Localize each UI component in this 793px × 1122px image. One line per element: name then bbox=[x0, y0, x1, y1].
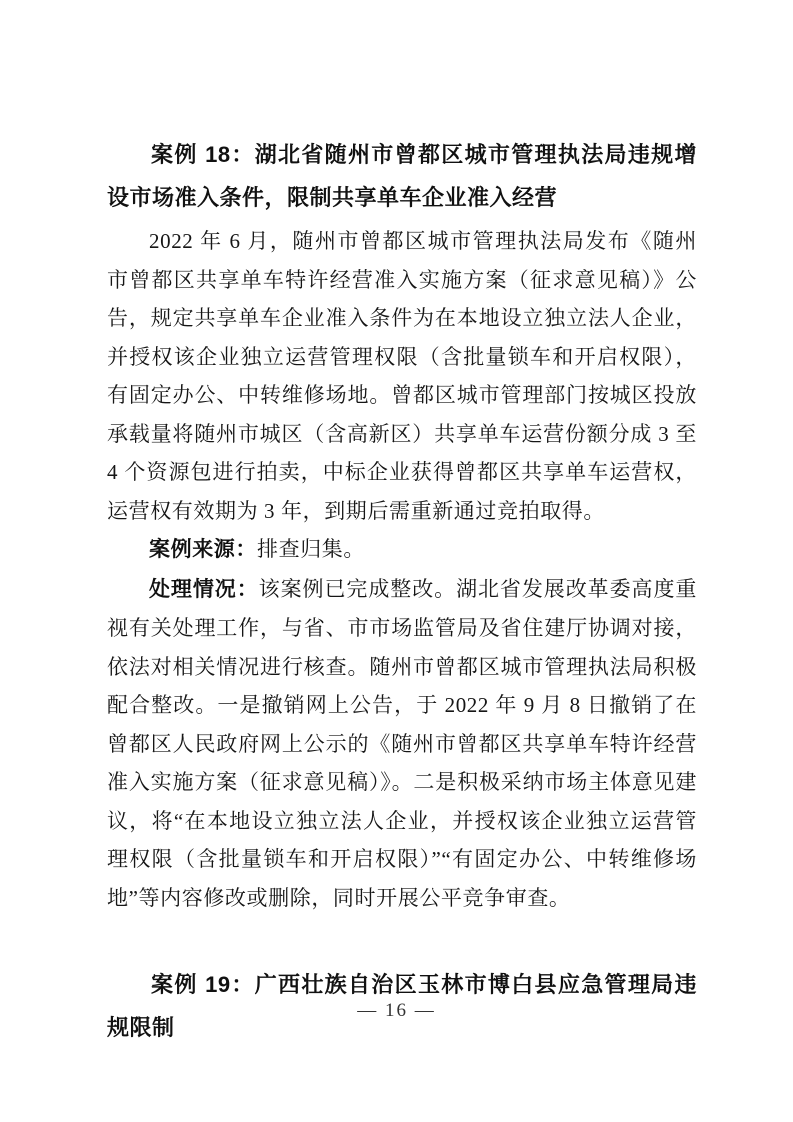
case-18-body-paragraph: 2022 年 6 月，随州市曾都区城市管理执法局发布《随州市曾都区共享单车特许经营准入实施方案（征求意见稿）》公告，规定共享单车企业准入条件为在本地设立独立法人企业，并授权该企业独立运营管理权限（含批量锁车和开启权限），有固定办公、中转维修场地。曾都区城市管理部门按城区投放承载量将随州市城区（含高新区）共享单车运营份额分成 3 至 4 个资源包进行拍卖，中标企业获得曾都区共享单车运营权，运营权有效期为 3 年，到期后需重新通过竞拍取得。 bbox=[107, 229, 697, 523]
page-number: — 16 — bbox=[357, 1000, 436, 1021]
handling-label: 处理情况： bbox=[149, 577, 259, 601]
document-body bbox=[107, 133, 697, 1049]
handling-text: 该案例已完成整改。湖北省发展改革委高度重视有关处理工作，与省、市市场监管局及省住建厅协调对接，依法对相关情况进行核查。随州市曾都区城市管理执法局积极配合整改。一是撤销网上公告，于 2022 年 9 月 8 日撤销了在曾都区人民政府网上公示的《随州市曾都区共享单车特许经营准入实施方案（征求意见稿）》。二是积极采纳市场主体意见建议，将“在本地设立独立法人企业，并授权该企业独立运营管理权限（含批量锁车和开启权限）”“有固定办公、中转维修场地”等内容修改或删除，同时开展公平竞争审查。 bbox=[107, 576, 698, 910]
case-19-heading: 案例 19：广西壮族自治区玉林市博白县应急管理局违规限制 bbox=[107, 972, 697, 1040]
case-18-heading: 案例 18：湖北省随州市曾都区城市管理执法局违规增设市场准入条件，限制共享单车企业准入经营 bbox=[107, 142, 697, 210]
case-source-paragraph bbox=[107, 530, 697, 570]
handling-paragraph bbox=[107, 570, 697, 918]
case-source-label: 案例来源： bbox=[149, 538, 257, 561]
case-source-text: 排查归集。 bbox=[257, 537, 365, 561]
